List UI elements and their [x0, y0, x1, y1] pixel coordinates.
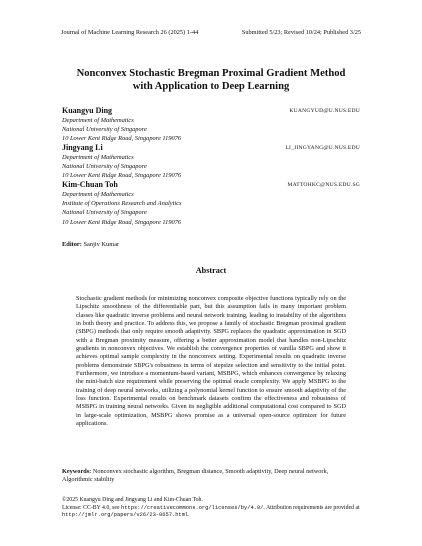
author-name: Kuangyu Ding — [62, 106, 113, 115]
keywords — [62, 468, 360, 485]
author-block-1 — [62, 106, 360, 144]
copyright-notice: ©2025 Kuangyu Ding and Jingyang Li and Kim-Chuan Toh. — [62, 497, 203, 503]
author-email[interactable]: LI_JINGYANG@U.NUS.EDU — [285, 145, 360, 151]
license-text-start: License: CC-BY 4.0, see — [62, 504, 120, 511]
author-email[interactable]: MATTOHKC@NUS.EDU.SG — [287, 182, 360, 188]
license-text-middle: . Attribution requirements are provided at — [263, 504, 360, 511]
author-name: Kim-Chuan Toh — [62, 180, 118, 189]
editor-line — [62, 241, 119, 248]
author-affiliation-line: National University of Singapore — [62, 209, 147, 217]
author-affiliation-line: National University of Singapore — [62, 126, 147, 134]
running-header-dates: Submitted 5/23; Revised 10/24; Published 3/25 — [241, 29, 361, 36]
author-affiliation-line: 10 Lower Kent Ridge Road, Singapore 119076 — [62, 135, 182, 143]
abstract-heading: Abstract — [195, 266, 227, 275]
author-name: Jingyang Li — [62, 143, 103, 152]
attribution-link[interactable]: http://jmlr.org/papers/v26/23-0657.html — [62, 512, 189, 519]
license-link[interactable]: https://creativecommons.org/licenses/by/4.0/ — [121, 504, 264, 511]
author-block-3 — [62, 180, 360, 227]
footer — [62, 497, 362, 520]
running-header-journal: Journal of Machine Learning Research 26 (2025) 1-44 — [61, 29, 199, 36]
author-block-2 — [62, 143, 360, 181]
author-affiliation-line: Department of Mathematics — [62, 117, 134, 124]
paper-title-line-2: with Application to Deep Learning — [132, 81, 290, 92]
paper-title — [40, 67, 382, 93]
editor-name: Sanjiv Kumar — [83, 241, 120, 248]
author-affiliation-line: National University of Singapore — [62, 163, 147, 171]
license-notice — [62, 505, 362, 520]
editor-label: Editor: — [62, 241, 82, 248]
author-affiliation-line: 10 Lower Kent Ridge Road, Singapore 119076 — [62, 218, 182, 226]
abstract-body: Stochastic gradient methods for minimizing nonconvex composite objective functions typically rely on the Lipschitz smoothness of the differentiable part, but this assumption fails in many important problem classes like quadratic inverse problems and neural network training, leading to instability of the algorithms in both theory and practice. To address this, we propose a family of stochastic Bregman proximal gradient (SBPG) methods that only require smooth adaptivity. SBPG replaces the quadratic approximation in SGD with a Bregman proximity measure, offering a better approximation model that handles non-Lipschitz gradients in nonconvex objectives. We establish the convergence properties of vanilla SBPG and show it achieves optimal sample complexity in the nonconvex setting. Experimental results on quadratic inverse problems demonstrate SBPG's robustness in terms of stepsize selection and sensitivity to the initial point. Furthermore, we introduce a momentum-based variant, MSBPG, which enhances convergence by relaxing the mini-batch size requirement while preserving the optimal oracle complexity. We apply MSBPG to the training of deep neural networks, utilizing a polynomial kernel function to ensure smooth adaptivity of the loss function. Experimental results on benchmark datasets confirm the effectiveness and robustness of MSBPG in training neural networks. Given its negligible additional computational cost compared to SGD in large-scale optimization, MSBPG shows promise as a universal open-source optimizer for future applications. — [76, 295, 346, 428]
author-email[interactable]: KUANGYUD@U.NUS.EDU — [289, 108, 360, 114]
keywords-text: Nonconvex stochastic algorithm, Bregman distance, Smooth adaptivity, Deep neural network, Algorithmic stability — [62, 468, 329, 484]
keywords-label: Keywords: — [62, 468, 92, 475]
paper-title-line-1: Nonconvex Stochastic Bregman Proximal Gradient Method — [76, 68, 346, 79]
author-affiliation-line: Department of Mathematics — [62, 191, 134, 198]
license-text-end: . — [188, 512, 190, 519]
author-affiliation-line: 10 Lower Kent Ridge Road, Singapore 119076 — [62, 172, 182, 180]
author-affiliation-line: Department of Mathematics — [62, 154, 134, 161]
author-affiliation-line: Institute of Operations Research and Analytics — [62, 200, 182, 208]
